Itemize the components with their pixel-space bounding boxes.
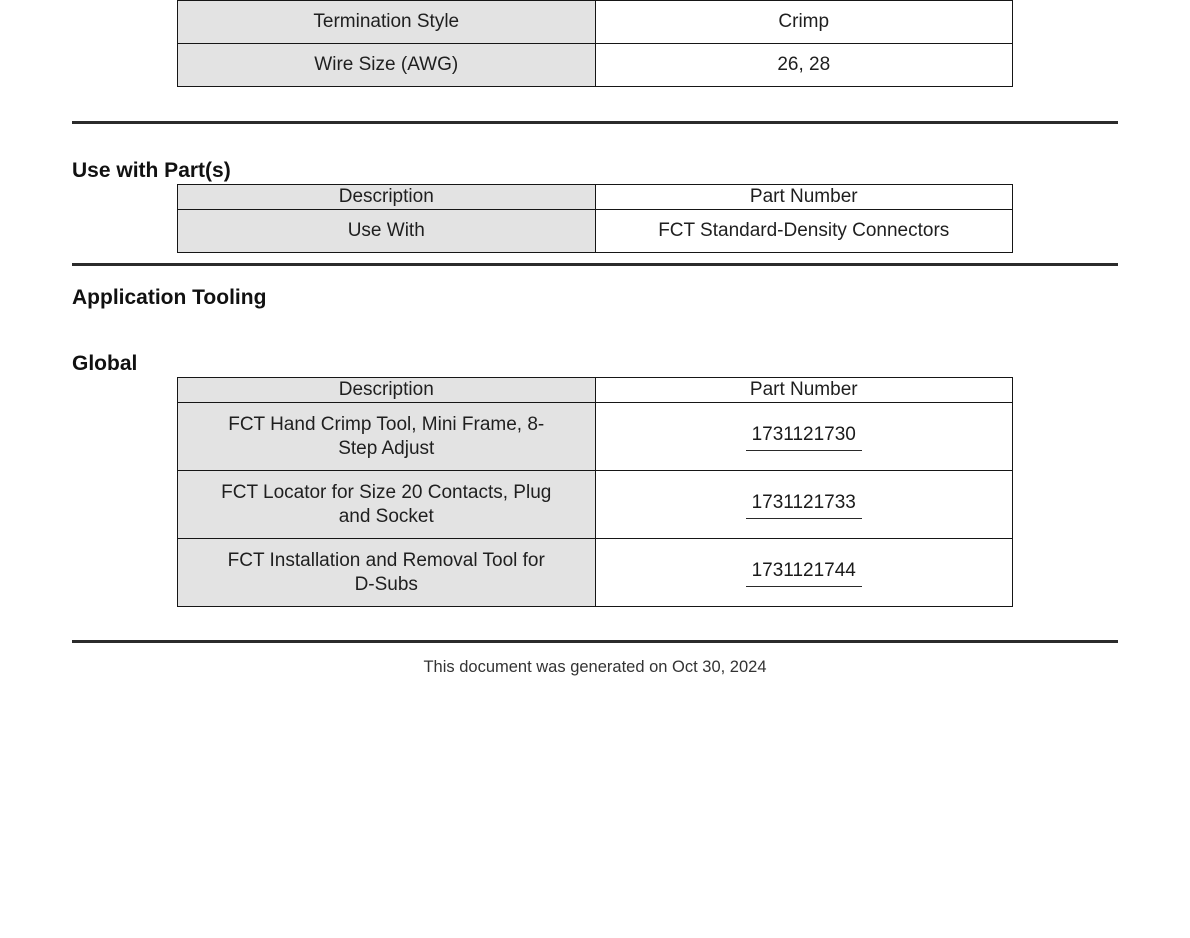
column-header-description: Description: [178, 378, 596, 403]
part-number-link[interactable]: 1731121744: [746, 559, 862, 587]
use-with-parts-table: [177, 184, 1013, 253]
tool-description: FCT Installation and Removal Tool for D-Subs: [178, 539, 596, 607]
global-subheading: Global: [72, 352, 138, 375]
tool-part-number-cell: [595, 471, 1013, 539]
spec-value-wire-size: 26, 28: [595, 44, 1013, 87]
spec-table: [177, 0, 1013, 87]
table-header-row: [178, 185, 1013, 210]
use-with-part-number: FCT Standard-Density Connectors: [595, 210, 1013, 253]
tool-description: FCT Hand Crimp Tool, Mini Frame, 8-Step Adjust: [178, 403, 596, 471]
application-tooling-heading: Application Tooling: [72, 286, 267, 309]
spec-value-termination-style: Crimp: [595, 1, 1013, 44]
generation-timestamp: This document was generated on Oct 30, 2024: [423, 658, 767, 676]
tool-part-number-cell: [595, 539, 1013, 607]
table-row: [178, 471, 1013, 539]
use-with-parts-heading: Use with Part(s): [72, 159, 231, 182]
section-divider: [72, 263, 1118, 266]
tool-part-number-cell: [595, 403, 1013, 471]
use-with-description: Use With: [178, 210, 596, 253]
application-tooling-table: [177, 377, 1013, 607]
spec-label-wire-size: Wire Size (AWG): [178, 44, 596, 87]
table-row: [178, 44, 1013, 87]
table-row: [178, 210, 1013, 253]
table-row: [178, 1, 1013, 44]
table-row: [178, 539, 1013, 607]
column-header-description: Description: [178, 185, 596, 210]
tool-description: FCT Locator for Size 20 Contacts, Plug and Socket: [178, 471, 596, 539]
table-row: [178, 403, 1013, 471]
column-header-part-number: Part Number: [595, 185, 1013, 210]
section-divider: [72, 121, 1118, 124]
footer-divider: [72, 640, 1118, 643]
part-number-link[interactable]: 1731121730: [746, 423, 862, 451]
table-header-row: [178, 378, 1013, 403]
part-number-link[interactable]: 1731121733: [746, 491, 862, 519]
column-header-part-number: Part Number: [595, 378, 1013, 403]
spec-label-termination-style: Termination Style: [178, 1, 596, 44]
